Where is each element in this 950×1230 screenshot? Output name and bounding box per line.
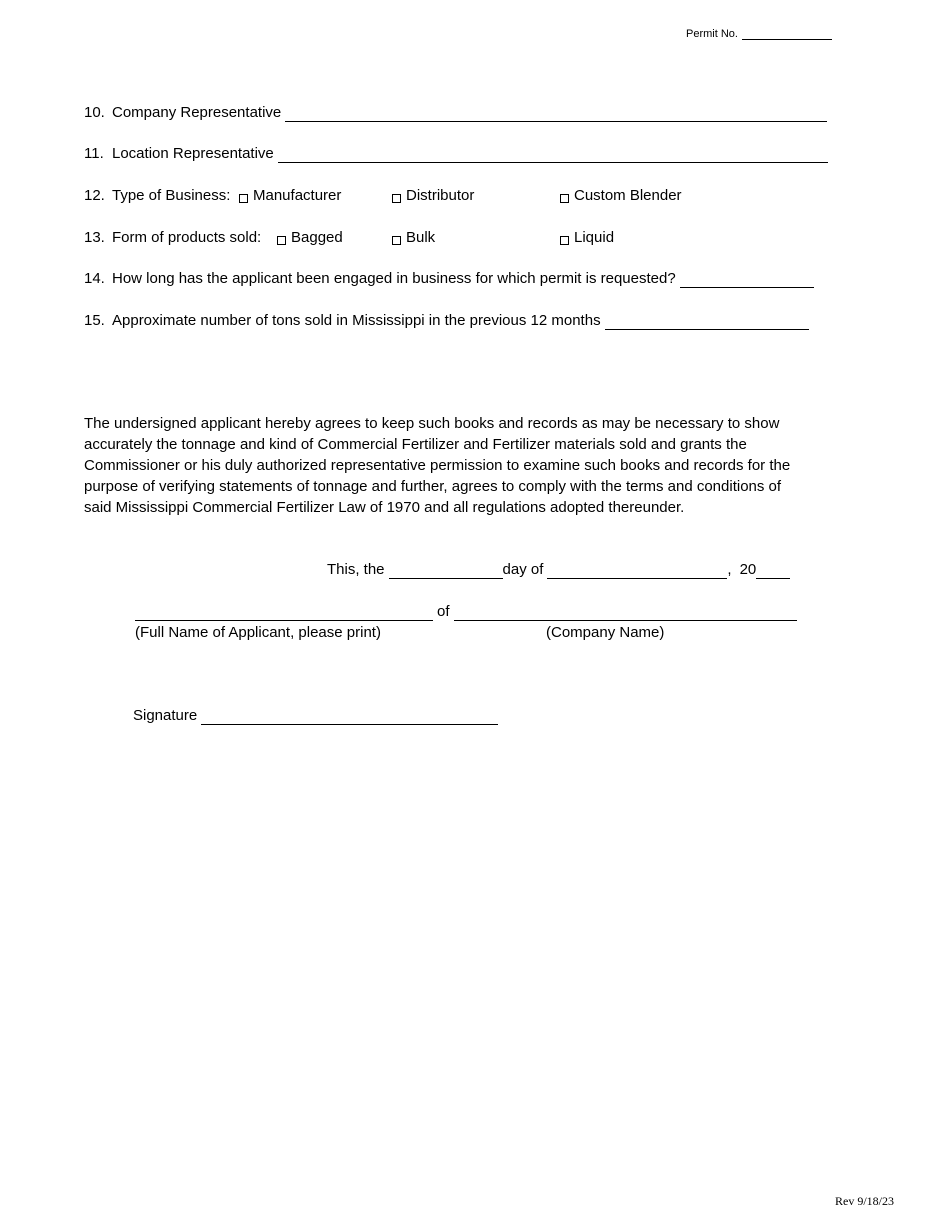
option-label: Distributor [406, 187, 475, 204]
question-12 [84, 187, 230, 205]
day-input[interactable] [389, 563, 503, 579]
location-representative-input[interactable] [278, 147, 828, 163]
checkbox-icon[interactable] [239, 194, 248, 203]
year-input[interactable] [756, 563, 790, 579]
checkbox-icon[interactable] [277, 236, 286, 245]
permit-number-input[interactable] [742, 27, 832, 40]
day-of-label: day of [502, 561, 544, 578]
checkbox-icon[interactable] [392, 194, 401, 203]
this-the-label: This, the [327, 561, 385, 578]
option-label: Bagged [291, 229, 343, 246]
question-13 [84, 229, 261, 247]
permit-number-field [686, 27, 832, 40]
company-name-input[interactable] [454, 605, 797, 621]
question-number: 13. [84, 229, 105, 246]
question-label: How long has the applicant been engaged in business for which permit is requested? [112, 270, 676, 287]
agreement-line: Commissioner or his duly authorized representative permission to examine such books and records for the [84, 457, 791, 474]
question-14 [84, 270, 814, 288]
agreement-line: said Mississippi Commercial Fertilizer Law of 1970 and all regulations adopted thereunder. [84, 499, 685, 516]
applicant-name-input[interactable] [135, 605, 433, 621]
option-bagged[interactable] [277, 229, 343, 247]
name-company-line [135, 603, 797, 621]
name-caption: (Full Name of Applicant, please print) [135, 624, 381, 641]
option-liquid[interactable] [560, 229, 614, 247]
agreement-line: The undersigned applicant hereby agrees to keep such books and records as may be necessary to show [84, 415, 780, 432]
year-prefix: 20 [739, 561, 757, 578]
question-label: Type of Business: [112, 187, 231, 204]
date-line [327, 561, 790, 579]
question-label: Approximate number of tons sold in Mississippi in the previous 12 months [112, 312, 601, 329]
permit-label: Permit No. [686, 28, 738, 40]
agreement-paragraph [84, 413, 844, 518]
month-input[interactable] [547, 563, 727, 579]
question-15 [84, 312, 809, 330]
company-representative-input[interactable] [285, 106, 827, 122]
signature-input[interactable] [201, 709, 498, 725]
question-10 [84, 104, 827, 122]
checkbox-icon[interactable] [560, 236, 569, 245]
option-label: Bulk [406, 229, 436, 246]
option-bulk[interactable] [392, 229, 435, 247]
question-label: Form of products sold: [112, 229, 262, 246]
question-number: 11. [84, 145, 104, 162]
option-label: Liquid [574, 229, 615, 246]
question-label: Company Representative [112, 104, 282, 121]
option-label: Manufacturer [253, 187, 342, 204]
agreement-line: purpose of verifying statements of tonnage and further, agrees to comply with the terms and conditions of [84, 478, 782, 495]
checkbox-icon[interactable] [392, 236, 401, 245]
question-11 [84, 145, 828, 163]
question-number: 14. [84, 270, 105, 287]
question-number: 10. [84, 104, 105, 121]
option-custom-blender[interactable] [560, 187, 682, 205]
option-label: Custom Blender [574, 187, 682, 204]
revision-date: Rev 9/18/23 [835, 1194, 894, 1208]
option-distributor[interactable] [392, 187, 474, 205]
option-manufacturer[interactable] [239, 187, 341, 205]
signature-line [133, 707, 498, 725]
question-number: 15. [84, 312, 105, 329]
of-label: of [437, 603, 450, 620]
checkbox-icon[interactable] [560, 194, 569, 203]
years-in-business-input[interactable] [680, 272, 814, 288]
tons-sold-input[interactable] [605, 314, 809, 330]
comma: , [727, 561, 732, 578]
agreement-line: accurately the tonnage and kind of Commercial Fertilizer and Fertilizer materials sold and grants the [84, 436, 747, 453]
question-number: 12. [84, 187, 105, 204]
company-caption: (Company Name) [546, 624, 665, 641]
signature-label: Signature [133, 707, 198, 724]
question-label: Location Representative [112, 145, 274, 162]
